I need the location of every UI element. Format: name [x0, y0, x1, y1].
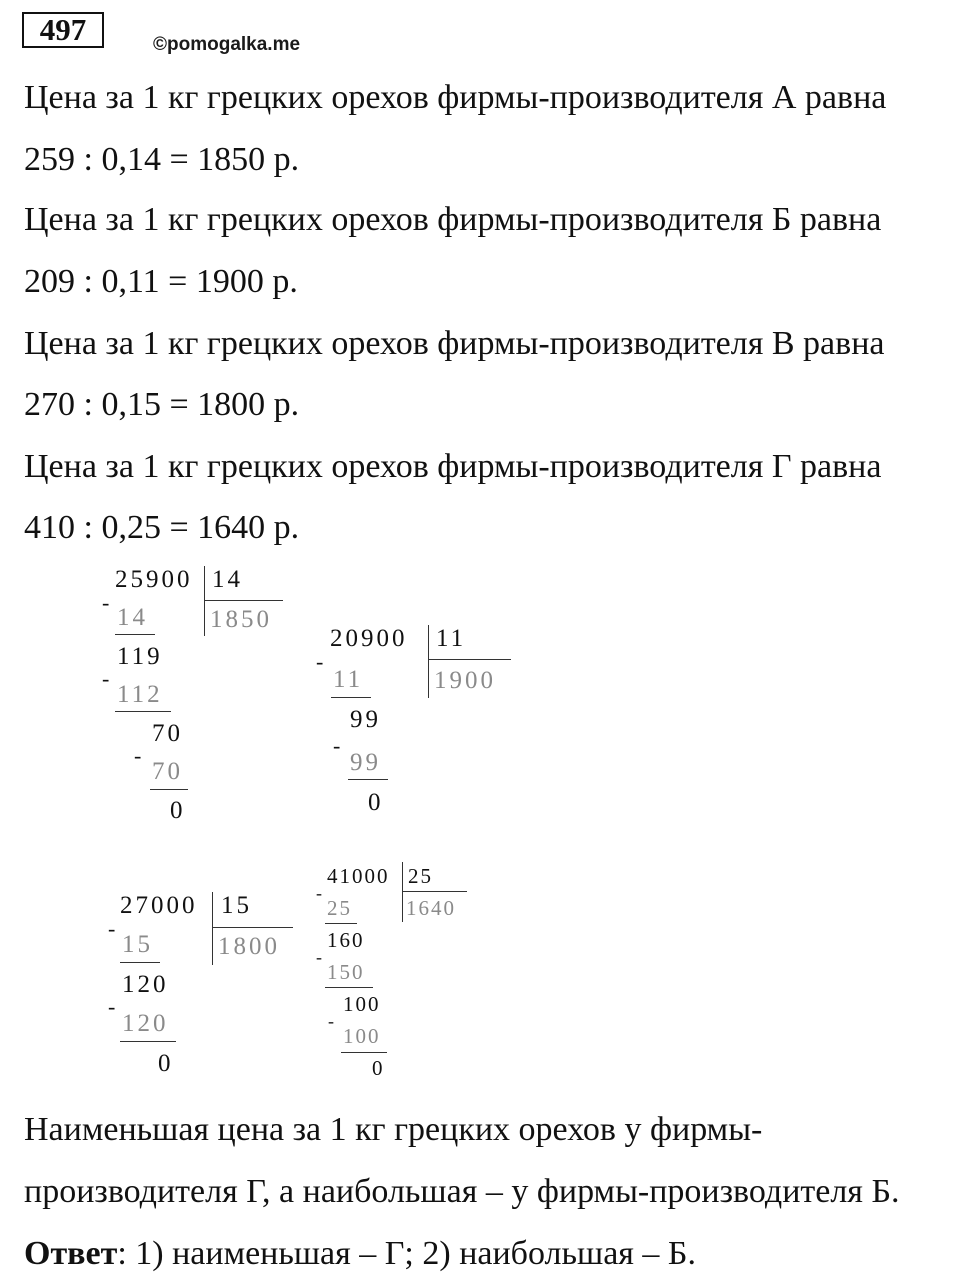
- quotient-line: [205, 600, 283, 601]
- quotient: 1850: [210, 606, 272, 633]
- minus-sign: -: [108, 916, 116, 941]
- dividend: 41000: [327, 864, 390, 888]
- step-line: [120, 962, 160, 963]
- subtrahend: 120: [122, 1010, 169, 1037]
- division-bar: [402, 862, 403, 922]
- quotient: 1800: [218, 933, 280, 960]
- quotient-line: [403, 891, 467, 892]
- subtrahend: 70: [152, 758, 183, 785]
- divisor: 14: [212, 566, 243, 593]
- subtrahend: 112: [117, 681, 163, 708]
- problem-number: 497: [22, 12, 104, 48]
- watermark: ©pomogalka.me: [153, 34, 301, 55]
- remainder: 119: [117, 643, 163, 670]
- step-line: [341, 1052, 387, 1053]
- remainder: 70: [152, 720, 183, 747]
- minus-sign: -: [108, 994, 116, 1019]
- quotient: 1640: [406, 896, 456, 920]
- dividend: 20900: [330, 625, 408, 652]
- text-line: Цена за 1 кг грецких орехов фирмы-производителя В равна: [24, 325, 885, 362]
- divisor: 25: [408, 864, 433, 888]
- answer-label: Ответ: [24, 1235, 118, 1272]
- minus-sign: -: [316, 883, 322, 903]
- remainder: 0: [368, 789, 384, 816]
- text-line: 270 : 0,15 = 1800 р.: [24, 386, 300, 423]
- conclusion-line: производителя Г, а наибольшая – у фирмы-производителя Б.: [24, 1173, 900, 1210]
- remainder: 0: [158, 1050, 174, 1077]
- subtrahend: 100: [343, 1024, 381, 1048]
- minus-sign: -: [102, 666, 110, 691]
- dividend: 25900: [115, 566, 193, 593]
- step-line: [120, 1041, 176, 1042]
- text-line: 259 : 0,14 = 1850 р.: [24, 141, 300, 178]
- division-bar: [204, 566, 205, 636]
- minus-sign: -: [333, 733, 341, 758]
- remainder: 160: [327, 928, 365, 952]
- minus-sign: -: [328, 1011, 334, 1031]
- conclusion-line: Наименьшая цена за 1 кг грецких орехов у фирмы-: [24, 1111, 763, 1148]
- remainder: 100: [343, 992, 381, 1016]
- minus-sign: -: [316, 649, 324, 674]
- division-bar: [212, 892, 213, 965]
- answer-line: [24, 1234, 696, 1274]
- divisor: 11: [436, 625, 467, 652]
- quotient-line: [213, 927, 293, 928]
- step-line: [325, 923, 357, 924]
- step-line: [150, 789, 188, 790]
- step-line: [325, 987, 373, 988]
- subtrahend: 11: [333, 666, 364, 693]
- step-line: [331, 697, 371, 698]
- dividend: 27000: [120, 892, 198, 919]
- answer-text: : 1) наименьшая – Г; 2) наибольшая – Б.: [117, 1235, 696, 1272]
- text-line: Цена за 1 кг грецких орехов фирмы-производителя А равна: [24, 79, 887, 116]
- subtrahend: 150: [327, 960, 365, 984]
- step-line: [115, 711, 171, 712]
- remainder: 0: [372, 1056, 385, 1080]
- subtrahend: 15: [122, 931, 153, 958]
- text-line: Цена за 1 кг грецких орехов фирмы-производителя Б равна: [24, 201, 882, 238]
- remainder: 99: [350, 706, 381, 733]
- text-line: Цена за 1 кг грецких орехов фирмы-производителя Г равна: [24, 448, 882, 485]
- step-line: [348, 779, 388, 780]
- subtrahend: 25: [327, 896, 352, 920]
- quotient: 1900: [434, 667, 496, 694]
- minus-sign: -: [102, 590, 110, 615]
- minus-sign: -: [134, 743, 142, 768]
- division-bar: [428, 625, 429, 698]
- subtrahend: 99: [350, 749, 381, 776]
- remainder: 0: [170, 797, 186, 824]
- text-line: 209 : 0,11 = 1900 р.: [24, 263, 298, 300]
- minus-sign: -: [316, 947, 322, 967]
- step-line: [115, 634, 155, 635]
- text-line: 410 : 0,25 = 1640 р.: [24, 509, 300, 546]
- subtrahend: 14: [117, 604, 148, 631]
- quotient-line: [429, 659, 511, 660]
- remainder: 120: [122, 971, 169, 998]
- divisor: 15: [221, 892, 252, 919]
